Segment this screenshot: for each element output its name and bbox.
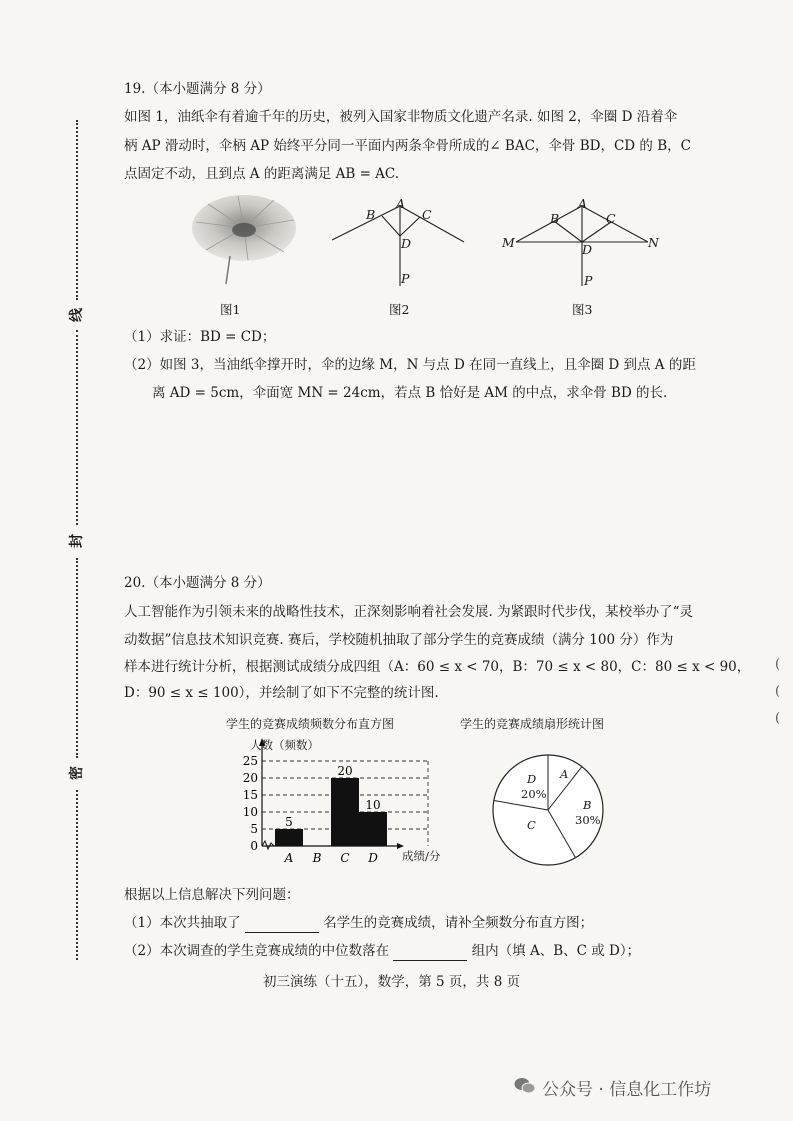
fig3-label-D: D (582, 242, 593, 257)
pie-label-A: A (560, 767, 569, 781)
watermark-text: 公众号 · 信息化工作坊 (542, 1080, 712, 1100)
binding-dotted-line-top (76, 120, 78, 300)
pie-text-B: 30% (575, 813, 601, 827)
q20-sub1 (124, 913, 593, 933)
q19-line-3: 点固定不动，且到点 A 的距离满足 AB = AC. (124, 166, 400, 182)
fig1-caption: 图1 (220, 302, 241, 317)
pie-label-C: C (527, 818, 536, 832)
pie-text-D: 20% (521, 787, 547, 801)
histogram-ytick-label: 25 (242, 754, 258, 768)
q20-line-3: 样本进行统计分析，根据测试成绩分成四组（A：60 ≤ x < 70，B：70 ≤ x < 80，C：80 ≤ x < 90， (124, 659, 751, 675)
fig2-label-C: C (422, 207, 432, 222)
q20-line-1: 人工智能作为引领未来的战略性技术，正深刻影响着社会发展. 为紧跟时代步伐，某校举办了“灵 (124, 604, 693, 620)
histogram-category-label-C: C (340, 851, 350, 865)
q20-sub1-text-b: 名学生的竞赛成绩，请补全频数分布直方图； (323, 915, 594, 931)
binding-char-feng: 封 (69, 534, 85, 548)
q19-line-1: 如图 1，油纸伞有着逾千年的历史，被列入国家非物质文化遗产名录. 如图 2，伞圈 D 沿着伞 (124, 109, 678, 125)
fig3-label-C: C (606, 211, 616, 226)
pie-label-D: D (527, 772, 537, 786)
pie-title: 学生的竞赛成绩扇形统计图 (460, 717, 605, 731)
fig2-label-D: D (401, 236, 412, 251)
q19-sub2-line1: （2）如图 3，当油纸伞撑开时，伞的边缘 M，N 与点 D 在同一直线上，且伞圈 D 到点 A 的距 (124, 357, 696, 373)
histogram-category-label-B: B (312, 851, 322, 865)
histogram-xlabel: 成绩/分 (402, 849, 441, 863)
q20-sub2-text-a: （2）本次调查的学生竞赛成绩的中位数落在 (124, 943, 390, 959)
binding-dotted-line-lower (76, 558, 78, 758)
q20-line-2: 动数据”信息技术知识竞赛. 赛后，学校随机抽取了部分学生的竞赛成绩（满分 100 分）作为 (124, 632, 674, 648)
fig2-label-A: A (396, 196, 406, 211)
histogram-bar-label-A: 5 (285, 815, 293, 829)
histogram-ylabel: 人数（频数） (250, 738, 319, 752)
histogram-ytick-label: 0 (250, 839, 258, 853)
q19-header: 19.（本小题满分 8 分） (124, 81, 271, 97)
margin-paren-2: ( (775, 684, 781, 699)
q19-sub2-line2: 离 AD = 5cm，伞面宽 MN = 24cm，若点 B 恰好是 AM 的中点，求伞骨 BD 的长. (152, 385, 668, 401)
page-footer: 初三演练（十五），数学，第 5 页，共 8 页 (263, 974, 521, 990)
histogram-ytick-label: 15 (242, 788, 258, 802)
binding-dotted-line-mid (76, 330, 78, 525)
fig2-label-B: B (366, 207, 376, 222)
histogram-bar-C (331, 778, 359, 846)
fig3-label-A: A (578, 196, 588, 211)
fig3-label-P: P (584, 273, 593, 288)
binding-char-mi: 密 (69, 766, 85, 780)
q20-sub1-answer-blank[interactable] (245, 918, 319, 933)
q20-line-4: D：90 ≤ x ≤ 100），并绘制了如下不完整的统计图. (124, 685, 439, 701)
histogram-bar-D (359, 812, 387, 846)
q19-line-2: 柄 AP 滑动时，伞柄 AP 始终平分同一平面内两条伞骨所成的∠ BAC，伞骨 BD，CD 的 B，C (124, 138, 691, 154)
fig3-label-N: N (648, 235, 659, 250)
fig1-umbrella-image (188, 192, 302, 288)
fig3-label-B: B (550, 211, 560, 226)
histogram-bar-label-C: 20 (337, 764, 353, 778)
histogram-ytick-label: 20 (242, 771, 258, 785)
q20-header: 20.（本小题满分 8 分） (124, 575, 271, 591)
q20-sub2 (124, 941, 640, 961)
histogram-ytick-label: 5 (250, 822, 258, 836)
wechat-logo-icon (514, 1077, 536, 1095)
fig3-label-M: M (502, 235, 515, 250)
q20-solve-intro: 根据以上信息解决下列问题： (124, 887, 300, 903)
histogram-bar-A (275, 829, 303, 846)
q20-sub2-text-b: 组内（填 A、B、C 或 D）； (471, 943, 641, 959)
fig2-label-P: P (401, 271, 410, 286)
q20-sub2-answer-blank[interactable] (393, 946, 467, 961)
pie-label-B: B (583, 798, 592, 812)
fig2-caption: 图2 (389, 302, 410, 317)
histogram-title: 学生的竞赛成绩频数分布直方图 (226, 717, 395, 731)
margin-paren-3: ( (775, 711, 781, 726)
binding-char-xian: 线 (69, 308, 85, 322)
q20-sub1-text-a: （1）本次共抽取了 (124, 915, 241, 931)
histogram-category-label-A: A (284, 851, 294, 865)
histogram-ytick-label: 10 (242, 805, 258, 819)
histogram-category-label-D: D (368, 851, 378, 865)
histogram-axis-break (262, 841, 274, 849)
q19-sub1: （1）求证：BD = CD； (124, 329, 276, 345)
histogram-bar-label-D: 10 (365, 798, 381, 812)
binding-dotted-line-bottom (76, 790, 78, 960)
margin-paren-1: ( (775, 657, 781, 672)
fig3-caption: 图3 (572, 302, 593, 317)
